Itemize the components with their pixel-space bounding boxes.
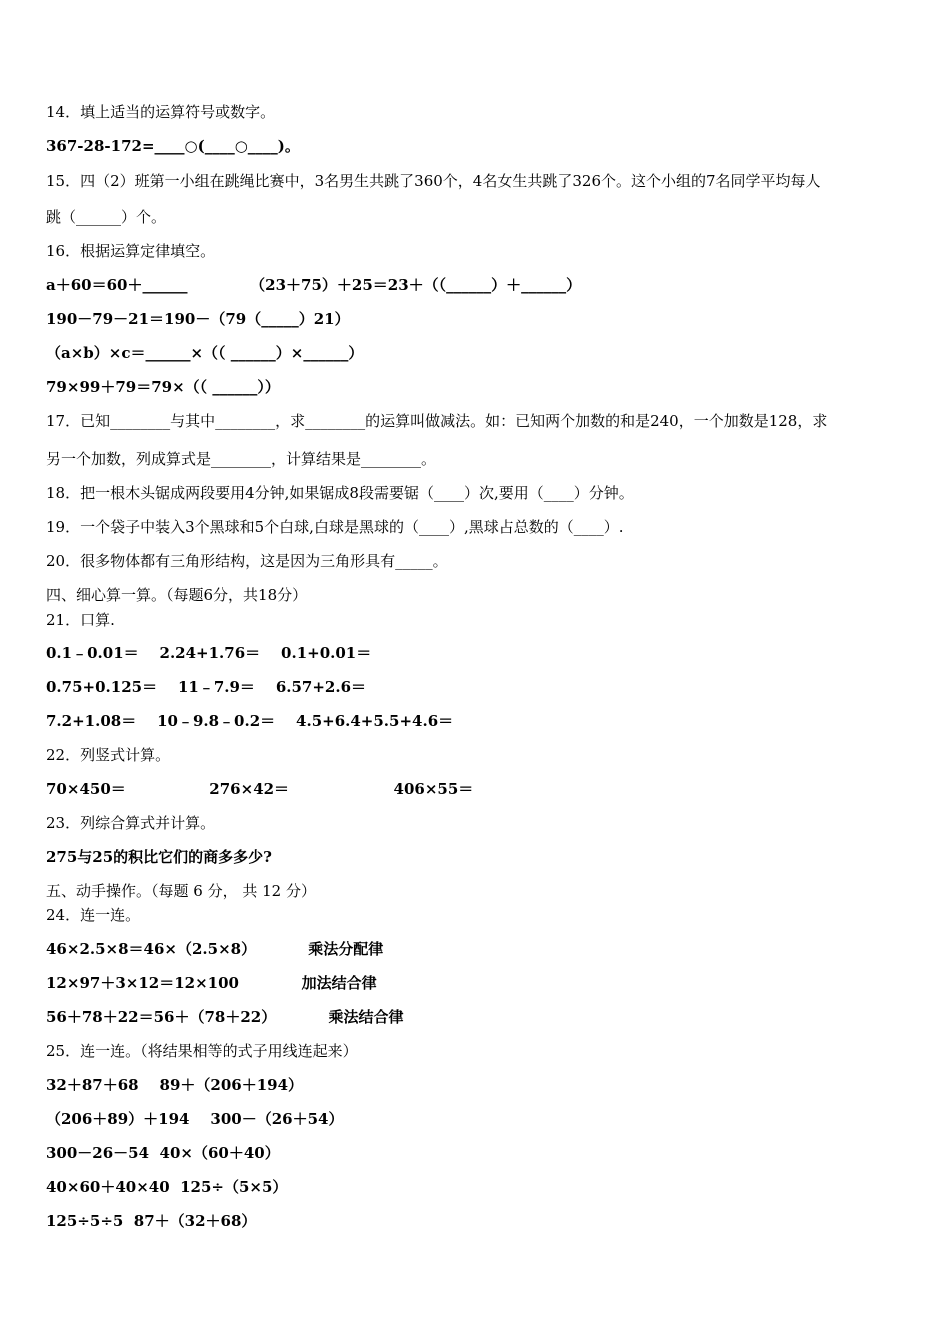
question-24-row-2: 12×97＋3×12＝12×100 加法结合律 xyxy=(46,974,377,992)
question-25-row-5: 125÷5÷5 87＋（32＋68） xyxy=(46,1212,257,1230)
question-21-row-2: 0.75+0.125＝ 11﹣7.9＝ 6.57+2.6＝ xyxy=(46,678,367,696)
question-25-row-2: （206＋89）＋194 300－（26＋54） xyxy=(46,1110,344,1128)
question-23-text: 275与25的积比它们的商多多少? xyxy=(46,848,272,866)
question-21-title: 21．口算. xyxy=(46,611,115,629)
question-20: 20．很多物体都有三角形结构，这是因为三角形具有_____。 xyxy=(46,552,448,570)
question-23-title: 23．列综合算式并计算。 xyxy=(46,814,216,832)
question-25-title: 25．连一连。（将结果相等的式子用线连起来） xyxy=(46,1042,358,1060)
question-25-row-3: 300－26－54 40×（60＋40） xyxy=(46,1144,280,1162)
question-22-row: 70×450＝ 276×42＝ 406×55＝ xyxy=(46,780,474,798)
section-5-heading: 五、动手操作。（每题 6 分， 共 12 分） xyxy=(46,882,316,900)
question-24-title: 24．连一连。 xyxy=(46,906,141,924)
section-4-heading: 四、细心算一算。（每题6分，共18分） xyxy=(46,586,308,604)
question-16-row-4: 79×99＋79＝79×（（ ______）） xyxy=(46,378,280,396)
question-19: 19．一个袋子中装入3个黑球和5个白球,白球是黑球的（____）,黑球占总数的（____）. xyxy=(46,518,624,536)
question-18: 18．把一根木头锯成两段要用4分钟,如果锯成8段需要锯（____）次,要用（____）分钟。 xyxy=(46,484,634,502)
question-25-row-4: 40×60＋40×40 125÷（5×5） xyxy=(46,1178,288,1196)
question-16-row-2: 190－79－21＝190－（79（_____）21） xyxy=(46,310,350,328)
question-14-title: 14．填上适当的运算符号或数字。 xyxy=(46,103,276,121)
question-24-row-3: 56＋78＋22＝56＋（78＋22） 乘法结合律 xyxy=(46,1008,404,1026)
question-21-row-3: 7.2+1.08＝ 10﹣9.8﹣0.2＝ 4.5+6.4+5.5+4.6＝ xyxy=(46,712,454,730)
question-14-expression: 367-28-172=____○(____○____)。 xyxy=(46,137,300,155)
question-15-line-2: 跳（______）个。 xyxy=(46,208,167,226)
question-17-line-1: 17．已知________与其中________，求________的运算叫做减法。如：已知两个加数的和是240，一个加数是128，求 xyxy=(46,412,828,430)
question-15-line-1: 15．四（2）班第一小组在跳绳比赛中，3名男生共跳了360个，4名女生共跳了326个。这个小组的7名同学平均每人 xyxy=(46,172,821,190)
question-16-row-3: （a×b）×c＝______×（（ ______）×______） xyxy=(46,344,364,362)
question-21-row-1: 0.1﹣0.01＝ 2.24+1.76＝ 0.1+0.01＝ xyxy=(46,644,372,662)
question-24-row-1: 46×2.5×8＝46×（2.5×8） 乘法分配律 xyxy=(46,940,384,958)
question-16-title: 16．根据运算定律填空。 xyxy=(46,242,216,260)
question-22-title: 22．列竖式计算。 xyxy=(46,746,171,764)
question-25-row-1: 32＋87＋68 89＋（206＋194） xyxy=(46,1076,304,1094)
question-16-row-1: a＋60＝60＋______ （23＋75）＋25＝23＋（（______）＋______） xyxy=(46,276,582,294)
question-17-line-2: 另一个加数，列成算式是________，计算结果是________。 xyxy=(46,450,437,468)
